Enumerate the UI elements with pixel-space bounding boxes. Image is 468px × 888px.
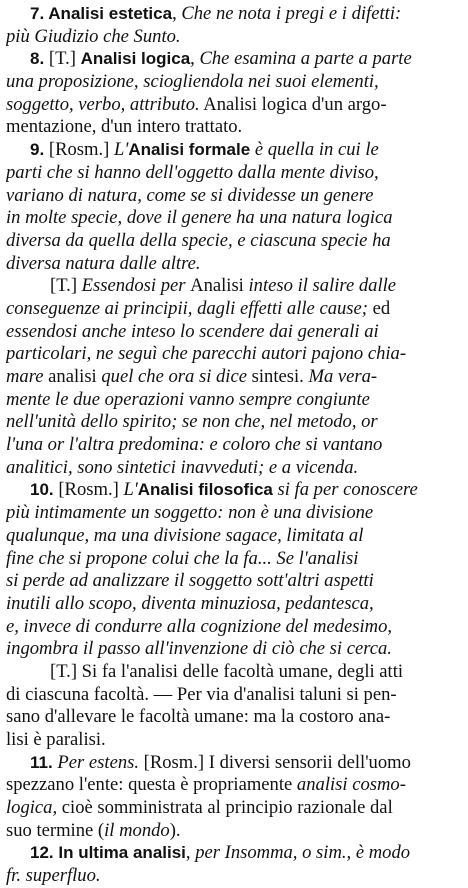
italic-text: essendosi anche inteso lo scendere dai generali ai bbox=[6, 320, 379, 342]
text-line bbox=[6, 593, 460, 616]
text: lisi è paralisi. bbox=[6, 729, 106, 750]
italic-text: Ma vera- bbox=[308, 366, 378, 387]
italic-text: una proposizione, sciogliendola nei suoi elementi, bbox=[6, 71, 379, 93]
bold-text: 10. bbox=[30, 480, 59, 500]
text-line bbox=[6, 139, 460, 162]
text-line bbox=[6, 661, 460, 684]
bold-text: 9. bbox=[30, 140, 49, 160]
italic-text: inutili allo scopo, diventa minuziosa, pedantesca, bbox=[6, 592, 374, 614]
text-line bbox=[6, 479, 460, 502]
italic-text: il mondo bbox=[104, 819, 170, 841]
italic-text: Per estens. bbox=[57, 751, 140, 773]
text-line bbox=[6, 366, 460, 389]
italic-text: L' bbox=[123, 479, 138, 501]
entry-10b bbox=[6, 661, 460, 752]
text-line bbox=[6, 26, 460, 49]
text-line bbox=[6, 548, 460, 571]
text-line bbox=[6, 3, 460, 26]
text-line bbox=[6, 842, 460, 865]
italic-text: l'una or l'altra predomina: bbox=[6, 434, 205, 456]
entry-8 bbox=[6, 48, 460, 139]
italic-text: parti che si hanno dell'oggetto dalla mente diviso, bbox=[6, 161, 379, 183]
text-line bbox=[6, 116, 460, 139]
text: spezzano l'ente: questa è propriamente bbox=[6, 774, 297, 796]
text-line bbox=[6, 502, 460, 525]
text-line bbox=[6, 774, 460, 797]
bold-text: 12. bbox=[30, 843, 59, 863]
text-line bbox=[6, 321, 460, 344]
text: , bbox=[172, 3, 182, 24]
text-line bbox=[6, 230, 460, 253]
entry-7 bbox=[6, 3, 460, 48]
italic-text: ingombra il passo all'invenzione di ciò che si cerca. bbox=[6, 638, 392, 660]
text: ed bbox=[367, 297, 391, 319]
bold-text: Analisi estetica bbox=[48, 4, 173, 23]
text: [Rosm.] bbox=[48, 139, 114, 161]
text-line bbox=[6, 343, 460, 366]
italic-text: e, invece di condurre alla cognizione del medesimo, bbox=[6, 615, 393, 637]
italic-text: si perde ad analizzare il soggetto sott'altri aspetti bbox=[6, 570, 374, 592]
text-line bbox=[6, 162, 460, 185]
italic-text: L' bbox=[113, 139, 129, 161]
italic-text: analitici, sono sintetici inavveduti; e a vicenda. bbox=[6, 456, 359, 478]
text-line bbox=[6, 820, 460, 843]
italic-text: è quella in cui le bbox=[250, 139, 379, 161]
entry-12 bbox=[6, 842, 460, 887]
italic-text: Che ne nota i pregi e i difetti: bbox=[181, 3, 402, 24]
text-line bbox=[6, 48, 460, 71]
bold-text: Analisi logica bbox=[80, 49, 191, 69]
italic-text: logica, bbox=[6, 797, 58, 819]
text-line bbox=[6, 729, 460, 752]
italic-text: mare bbox=[6, 366, 44, 387]
italic-text: fr. superfluo. bbox=[6, 865, 101, 887]
italic-text: in molte specie, dove il genere ha una natura logica bbox=[6, 207, 393, 229]
text-line bbox=[6, 253, 460, 276]
text: sano d'allevare le facoltà umane: ma la costoro ana- bbox=[6, 706, 391, 728]
text-line bbox=[6, 207, 460, 230]
text-line bbox=[6, 797, 460, 820]
italic-text: diversa natura dalle altre. bbox=[6, 252, 201, 274]
text: [Rosm.] bbox=[58, 479, 124, 501]
entry-9 bbox=[6, 139, 460, 275]
text-line bbox=[6, 457, 460, 480]
text-line bbox=[6, 570, 460, 593]
text-line bbox=[6, 275, 460, 298]
italic-text: inteso il salire dalle bbox=[243, 275, 397, 297]
dictionary-entries bbox=[6, 3, 460, 888]
italic-text: quel che ora si dice bbox=[101, 366, 247, 387]
text: mentazione, d'un intero trattato. bbox=[6, 116, 243, 138]
text-line bbox=[6, 94, 460, 117]
text: , bbox=[190, 48, 200, 70]
italic-text: analisi cosmo- bbox=[296, 774, 406, 796]
text: [T.] Si fa l'analisi delle facoltà umane, degli atti bbox=[50, 660, 404, 682]
text: analisi bbox=[43, 366, 102, 387]
bold-text: 8. bbox=[30, 49, 49, 69]
italic-text: fine che si propone colui che la fa... Se l'analisi bbox=[6, 547, 359, 569]
text: suo termine ( bbox=[6, 819, 105, 841]
text-line bbox=[6, 298, 460, 321]
text-line bbox=[6, 638, 460, 661]
italic-text: non è una divisione bbox=[223, 502, 374, 524]
italic-text: soggetto, verbo, attributo. bbox=[6, 93, 200, 115]
text-line bbox=[6, 389, 460, 412]
entry-11 bbox=[6, 752, 460, 843]
bold-text: Analisi formale bbox=[128, 140, 251, 160]
text: Analisi logica d'un argo- bbox=[199, 93, 387, 115]
text-line bbox=[6, 71, 460, 94]
text: ). bbox=[169, 819, 181, 841]
bold-text: 11. bbox=[30, 752, 58, 772]
text-line bbox=[6, 185, 460, 208]
text: sintesi. bbox=[246, 366, 309, 387]
italic-text: particolari, ne seguì che parecchi autori pajono chia- bbox=[6, 343, 407, 365]
italic-text: più Giudizio che Sunto. bbox=[6, 25, 181, 47]
italic-text: conseguenze ai principii, dagli effetti alle cause; bbox=[6, 297, 368, 319]
italic-text: diversa da quella della specie, e ciascuna specie ha bbox=[6, 229, 391, 251]
text-line bbox=[6, 684, 460, 707]
entry-9b bbox=[6, 275, 460, 479]
text: , bbox=[185, 842, 196, 864]
italic-text: più intimamente un soggetto: bbox=[6, 502, 224, 524]
entry-10 bbox=[6, 479, 460, 661]
italic-text: variano di natura, come se si dividesse un genere bbox=[6, 184, 374, 206]
italic-text: per Insomma, o sim., è modo bbox=[195, 842, 411, 864]
italic-text: mente le due operazioni vanno sempre congiunte bbox=[6, 388, 370, 410]
bold-text: In ultima analisi bbox=[58, 843, 186, 863]
text: [T.] bbox=[50, 275, 82, 297]
text-line bbox=[6, 525, 460, 548]
text: di ciascuna facoltà. — Per via d'analisi taluni si pen- bbox=[6, 683, 397, 705]
text-line bbox=[6, 752, 460, 775]
text-line bbox=[6, 865, 460, 888]
text: Analisi bbox=[190, 275, 244, 297]
bold-text: 7. bbox=[30, 4, 49, 23]
italic-text: Essendosi per bbox=[81, 275, 191, 297]
italic-text: si fa per conoscere bbox=[272, 479, 418, 501]
text: [Rosm.] I diversi sensorii dell'uomo bbox=[139, 751, 411, 773]
text-line bbox=[6, 434, 460, 457]
text: cioè somministrata al principio razionale dal bbox=[57, 797, 393, 819]
bold-text: Analisi filosofica bbox=[137, 480, 273, 500]
italic-text: nell'unità dello spirito; se non che, nel metodo, or bbox=[6, 411, 378, 433]
text-line bbox=[6, 411, 460, 434]
italic-text: qualunque, ma una divisione sagace, limitata al bbox=[6, 524, 364, 546]
italic-text: Che esamina a parte a parte bbox=[199, 48, 412, 70]
text-line bbox=[6, 616, 460, 639]
italic-text: e coloro che si vantano bbox=[204, 434, 383, 456]
text: [T.] bbox=[48, 48, 81, 70]
text-line bbox=[6, 706, 460, 729]
